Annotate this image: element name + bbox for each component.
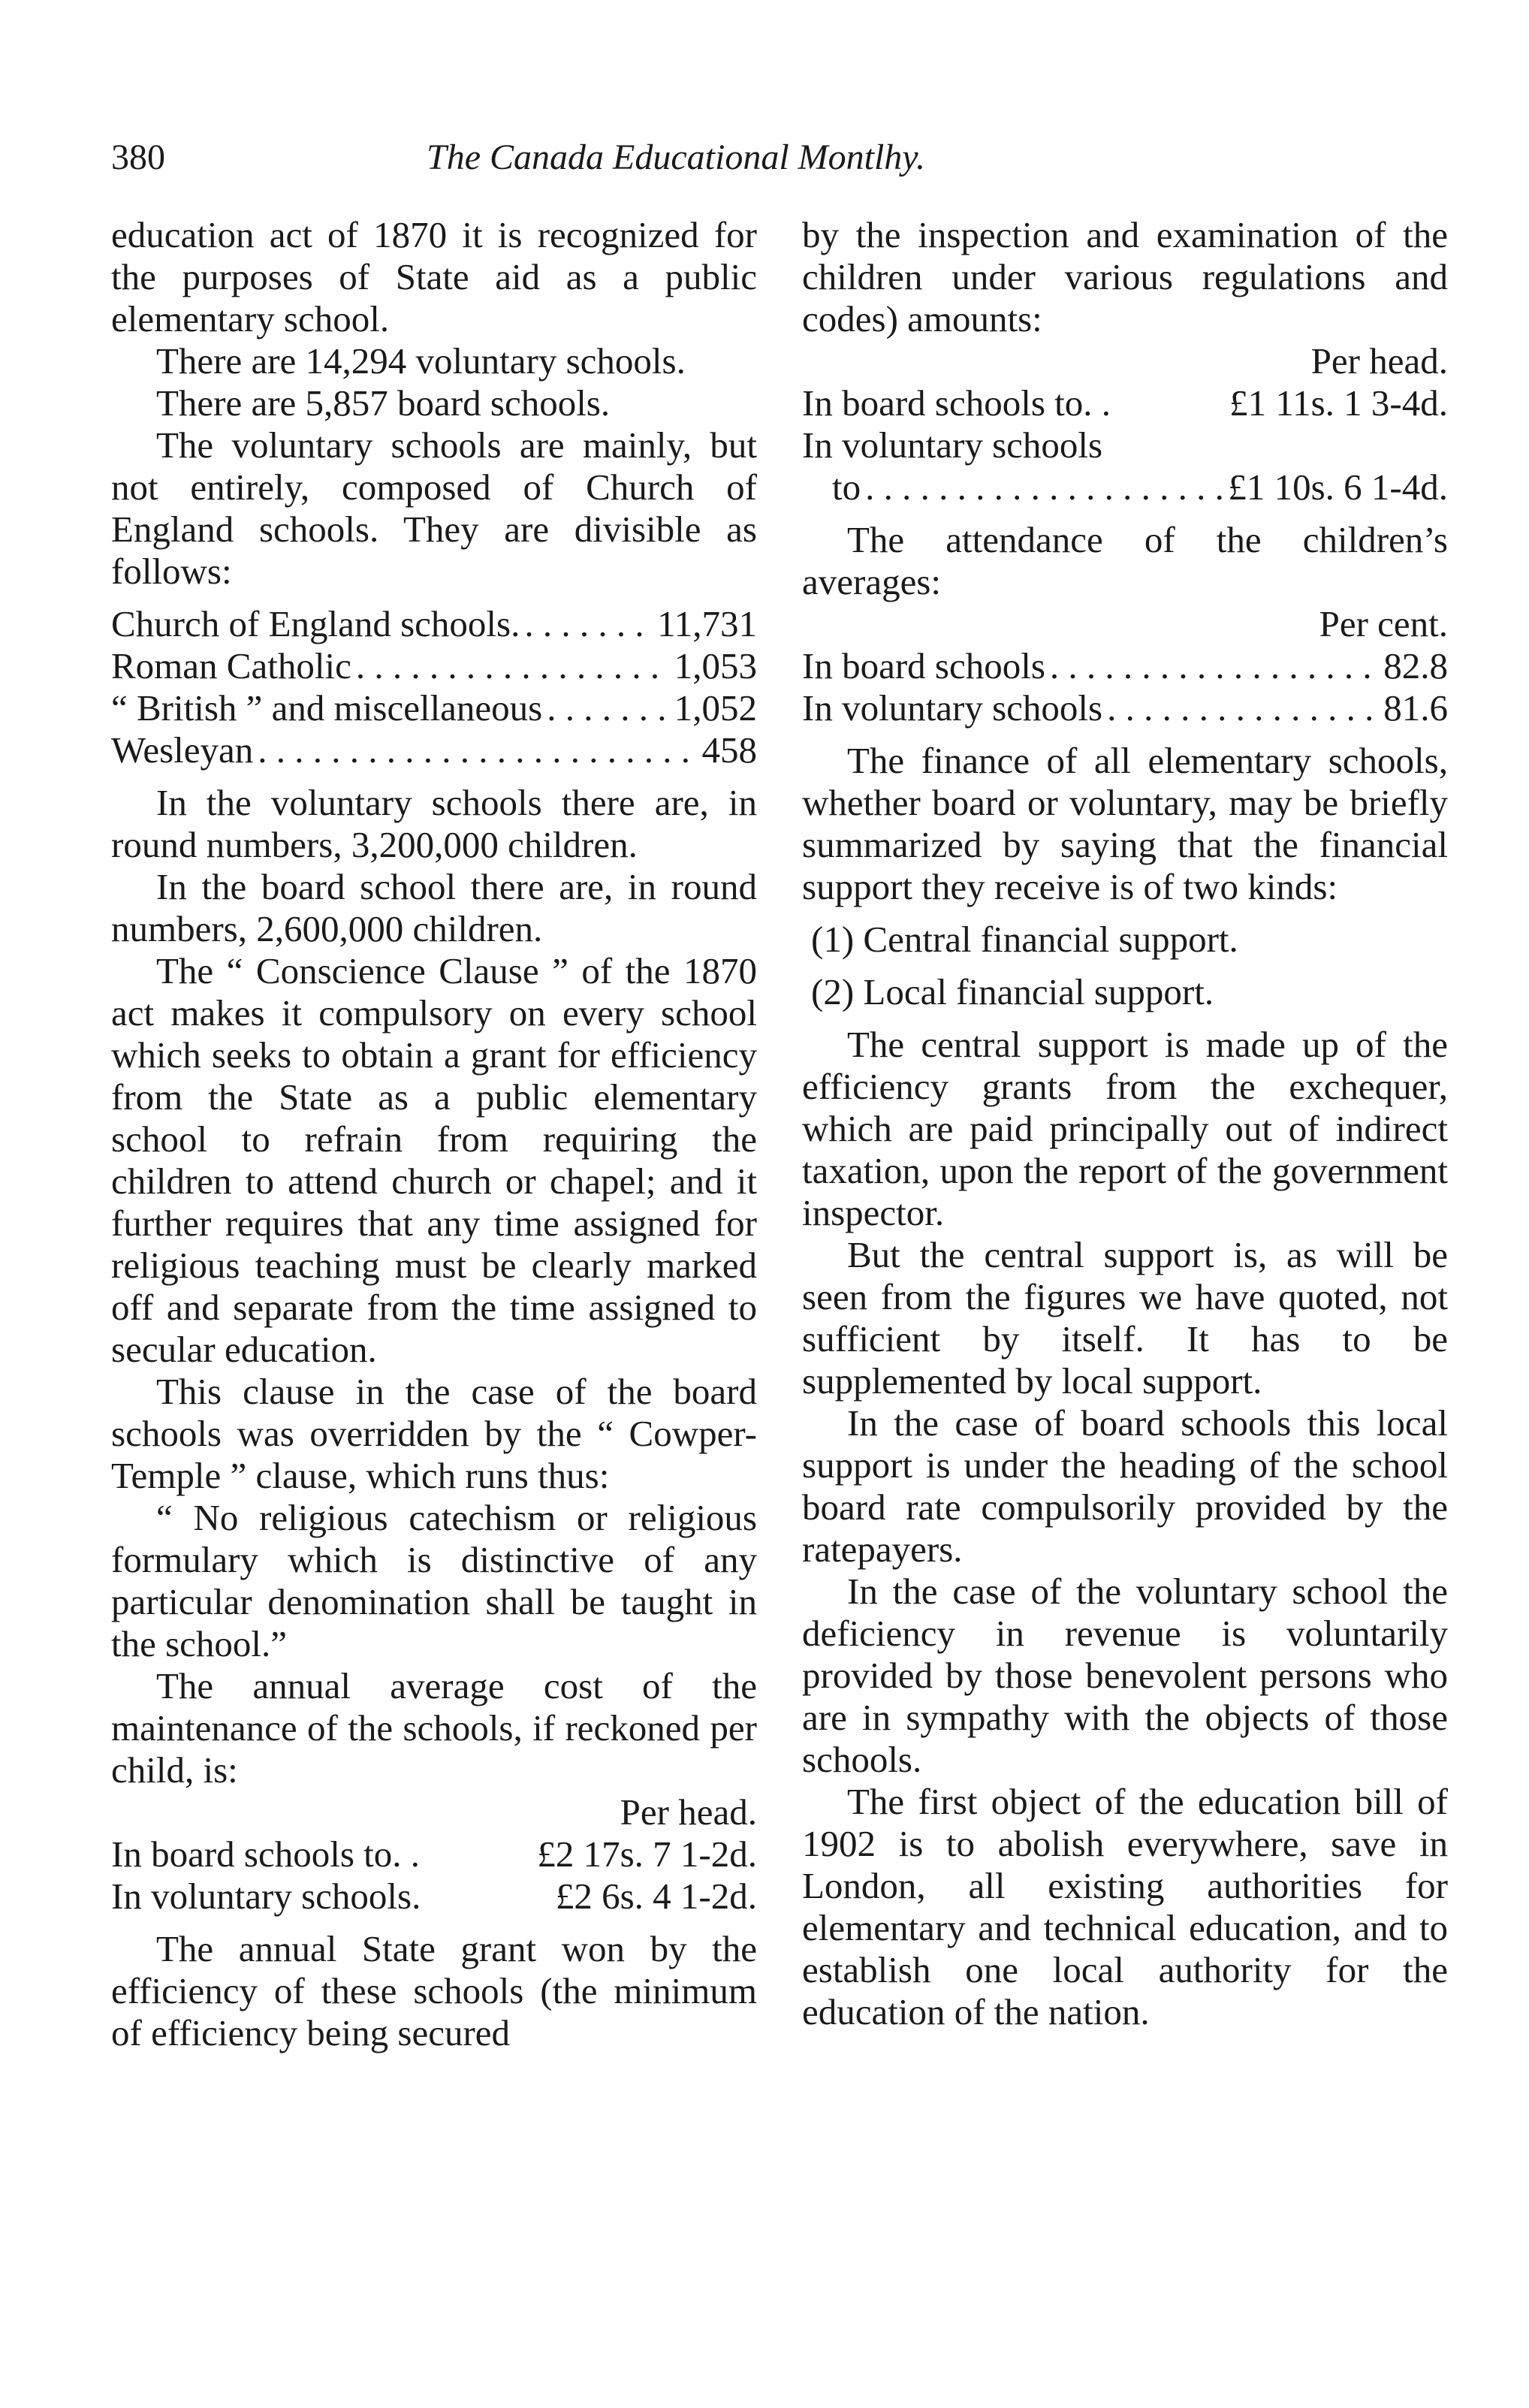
- paragraph: In the board school there are, in round numbers, 2,600,000 children.: [111, 866, 757, 949]
- paragraph: In the case of the voluntary school the deficiency in revenue is voluntarily provided by those benevolent persons who are in sympathy with the objects of those schools.: [802, 1571, 1448, 1780]
- table-row: [802, 645, 1448, 687]
- row-label: In voluntary schools.: [111, 1875, 421, 1917]
- paragraph: But the central support is, as will be seen from the figures we have quoted, not sufficient by itself. It has to be supplemented by local support.: [802, 1234, 1448, 1402]
- attendance-unit: Per cent.: [1319, 603, 1448, 644]
- row-label: Wesleyan: [111, 729, 254, 771]
- right-column: [802, 214, 1448, 2033]
- paragraph: In the voluntary schools there are, in round numbers, 3,200,000 children.: [111, 782, 757, 865]
- division-table: [111, 603, 757, 771]
- paragraph: The annual average cost of the maintenance of the schools, if reckoned per child, is:: [111, 1665, 757, 1791]
- row-label: to: [832, 466, 861, 508]
- row-label: In voluntary schools: [802, 687, 1103, 729]
- table-row: [111, 645, 757, 687]
- paragraph: education act of 1870 it is recognized for the purposes of State aid as a public elementary school.: [111, 214, 757, 339]
- list-item: (1) Central financial support.: [811, 919, 1238, 960]
- row-value: 1,052: [674, 687, 757, 729]
- paragraph: by the inspection and examination of the children under various regulations and codes) amounts:: [802, 214, 1448, 339]
- table-row: [111, 603, 757, 645]
- row-label: “ British ” and miscellaneous: [111, 687, 543, 729]
- row-value: 11,731: [657, 603, 757, 644]
- row-value: £1 11s. 1 3-4d.: [1229, 382, 1448, 424]
- row-value: £2 6s. 4 1-2d.: [555, 1875, 757, 1917]
- row-label: In board schools to. .: [802, 382, 1111, 424]
- table-row: [111, 1875, 757, 1918]
- paragraph: The voluntary schools are mainly, but not entirely, composed of Church of England schools. They are divisible as follows:: [111, 424, 757, 592]
- list-item: (2) Local financial support.: [811, 971, 1214, 1012]
- table-row: [802, 382, 1448, 424]
- paragraph: There are 5,857 board schools.: [156, 382, 611, 424]
- left-column: [111, 214, 757, 2054]
- paragraph: This clause in the case of the board schools was overridden by the “ Cowper-Temple ” clause, which runs thus:: [111, 1371, 757, 1496]
- row-value: £1 10s. 6 1-4d.: [1228, 466, 1448, 508]
- row-label: In board schools: [802, 645, 1045, 686]
- grant-unit: Per head.: [1310, 340, 1448, 382]
- row-value: 458: [701, 729, 757, 771]
- page-header: [111, 131, 1457, 184]
- table-row: [111, 687, 757, 729]
- paragraph: The attendance of the children’s averages:: [802, 519, 1448, 602]
- row-value: 82.8: [1383, 645, 1448, 686]
- table-row: [802, 424, 1448, 466]
- cost-unit: Per head.: [620, 1791, 757, 1833]
- paragraph: The finance of all elementary schools, whether board or voluntary, may be briefly summarized by saying that the financial support they receive is of two kinds:: [802, 740, 1448, 907]
- row-value: 81.6: [1383, 687, 1448, 729]
- row-value: 1,053: [674, 645, 757, 686]
- row-value: £2 17s. 7 1-2d.: [537, 1833, 757, 1875]
- paragraph: The “ Conscience Clause ” of the 1870 act makes it compulsory on every school which seeks to obtain a grant for efficiency from the State as a public elementary school to refrain from requiring the children to attend church or chapel; and it further requires that any time assigned for religious teaching must be clearly marked off and separate from the time assigned to secular education.: [111, 950, 757, 1370]
- running-title: The Canada Educational Montlhy.: [427, 137, 925, 177]
- table-row: [111, 729, 757, 771]
- paragraph: There are 14,294 voluntary schools.: [156, 340, 686, 382]
- row-label: Church of England schools.: [111, 603, 520, 644]
- paragraph: The first object of the education bill of 1902 is to abolish everywhere, save in London, all existing authorities for elementary and technical education, and to establish one local authority for the education of the nation.: [802, 1781, 1448, 2032]
- row-label: In board schools to. .: [111, 1833, 420, 1875]
- table-row: [802, 466, 1448, 508]
- quotation: “ No religious catechism or religious formulary which is distinctive of any particular denomination shall be taught in the school.”: [111, 1497, 757, 1664]
- row-label: Roman Catholic: [111, 645, 351, 686]
- paragraph: In the case of board schools this local support is under the heading of the school board rate compulsorily provided by the ratepayers.: [802, 1402, 1448, 1570]
- row-label: In voluntary schools: [802, 424, 1103, 466]
- table-row: [111, 1833, 757, 1875]
- page-number: 380: [111, 137, 165, 177]
- paragraph: The annual State grant won by the efficiency of these schools (the minimum of efficiency being secured: [111, 1928, 757, 2053]
- paragraph: The central support is made up of the efficiency grants from the exchequer, which are paid principally out of indirect taxation, upon the report of the government inspector.: [802, 1024, 1448, 1233]
- table-row: [802, 687, 1448, 729]
